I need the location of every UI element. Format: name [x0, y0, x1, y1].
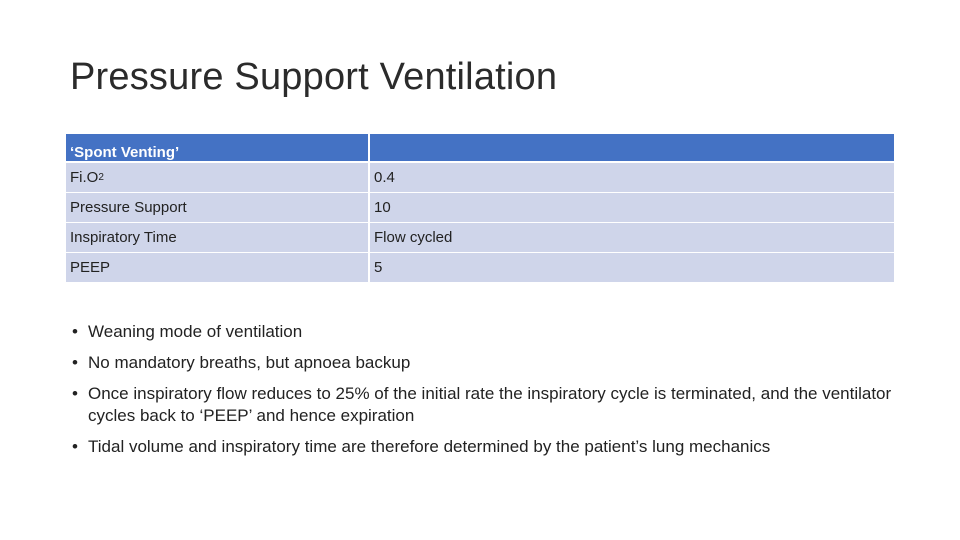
- table-row: [66, 163, 894, 193]
- table-cell-value: 5: [374, 259, 383, 276]
- bullet-icon: •: [72, 437, 78, 456]
- table-cell-value: 10: [374, 199, 391, 216]
- table-cell-value: 0.4: [374, 169, 395, 186]
- settings-table: [66, 134, 894, 283]
- table-cell-label: PEEP: [66, 253, 370, 282]
- table-row: [66, 253, 894, 283]
- list-item: [72, 321, 902, 343]
- bullet-text: Once inspiratory flow reduces to 25% of the initial rate the inspiratory cycle is terminated, and the ventilator cycles back to ‘PEEP’ and hence expiration: [88, 384, 892, 425]
- list-item: [72, 352, 902, 374]
- table-header-cell: [370, 134, 894, 161]
- table-header-row: [66, 134, 894, 163]
- slide-title: Pressure Support Ventilation: [70, 56, 558, 98]
- bullet-icon: •: [72, 384, 78, 403]
- bullet-text: No mandatory breaths, but apnoea backup: [88, 353, 411, 372]
- bullet-icon: •: [72, 322, 78, 341]
- list-item: [72, 436, 902, 458]
- list-item: [72, 383, 902, 427]
- table-header-cell: ‘Spont Venting’: [66, 134, 370, 161]
- bullet-icon: •: [72, 353, 78, 372]
- bullet-text: Tidal volume and inspiratory time are therefore determined by the patient’s lung mechanics: [88, 437, 771, 456]
- table-cell-label: Inspiratory Time: [66, 223, 370, 252]
- table-cell-value: Flow cycled: [374, 229, 453, 246]
- cell-label-text: Fi.O: [70, 169, 99, 186]
- cell-label-subscript: 2: [98, 172, 104, 183]
- table-row: [66, 193, 894, 223]
- bullet-list: [72, 321, 902, 467]
- table-cell-label: Pressure Support: [66, 193, 370, 222]
- table-row: [66, 223, 894, 253]
- table-cell-label: [66, 163, 370, 192]
- bullet-text: Weaning mode of ventilation: [88, 322, 303, 341]
